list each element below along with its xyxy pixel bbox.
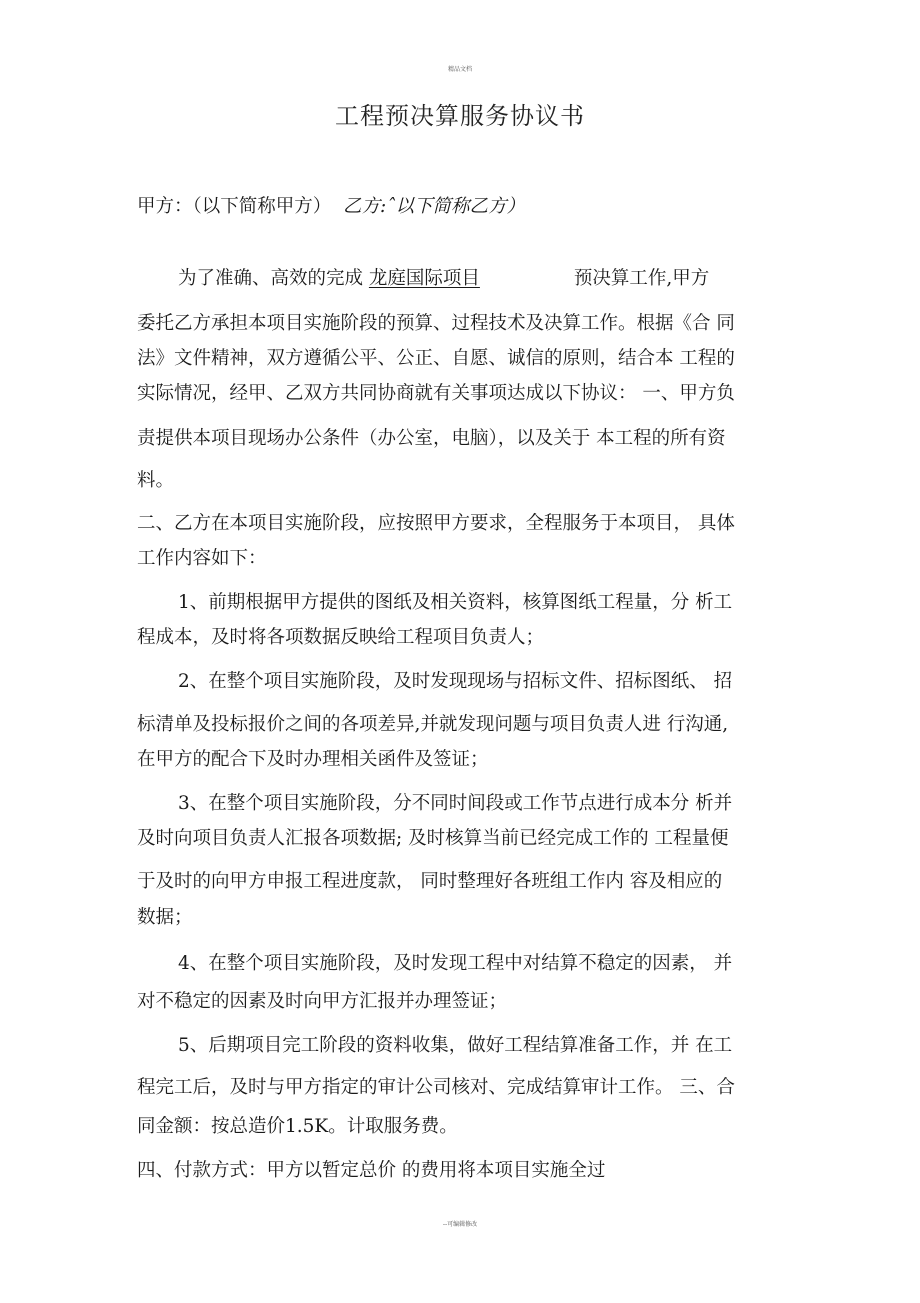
section4-line: 四、付款方式：甲方以暂定总价 的费用将本项目实施全过	[137, 1160, 606, 1181]
project-name: 龙庭国际项目	[368, 268, 480, 289]
intro-after: 预决算工作,甲方	[573, 268, 710, 289]
section2-line: 二、乙方在本项目实施阶段，应按照甲方要求，全程服务于本项目， 具体	[137, 513, 735, 534]
item-2-line: 2、在整个项目实施阶段，及时发现现场与招标文件、招标图纸、 招	[178, 671, 733, 692]
item-1-line: 程成本，及时将各项数据反映给工程项目负责人；	[137, 627, 545, 648]
document-title: 工程预决算服务协议书	[335, 102, 585, 130]
item-3-line: 及时向项目负责人汇报各项数据; 及时核算当前已经完成工作的 工程量便	[137, 828, 729, 849]
item-3-line: 3、在整个项目实施阶段，分不同时间段或工作节点进行成本分 析并	[178, 793, 733, 814]
party-a-text: 甲方：（以下简称甲方）	[137, 196, 332, 217]
paragraph-line: 实际情况，经甲、乙双方共同协商就有关事项达成以下协议： 一、甲方负	[137, 383, 735, 404]
parties-line	[137, 194, 525, 220]
item-3-line: 于及时的向甲方申报工程进度款， 同时整理好各班组工作内 容及相应的	[137, 871, 723, 892]
intro-first-line	[178, 266, 709, 292]
page-footer-note: --可编辑修改	[442, 1221, 478, 1228]
section2-line: 工作内容如下：	[137, 548, 267, 569]
paragraph-line: 委托乙方承担本项目实施阶段的预算、过程技术及决算工作。根据《合 同	[137, 313, 735, 334]
paragraph-line: 料。	[137, 470, 175, 491]
item-2-line: 标清单及投标报价之间的各项差异,并就发现问题与项目负责人进 行沟通,	[137, 714, 729, 735]
paragraph-line: 责提供本项目现场办公条件（办公室，电脑），以及关于 本工程的所有资	[137, 428, 726, 449]
intro-lead: 为了准确、高效的完成	[178, 268, 364, 289]
party-b-text: 乙方:ˆ以下简称乙方）	[343, 196, 526, 217]
item-1-line: 1、前期根据甲方提供的图纸及相关资料，核算图纸工程量，分 析工	[178, 592, 733, 613]
item-4-line: 对不稳定的因素及时向甲方汇报并办理签证；	[137, 991, 508, 1012]
paragraph-line: 法》文件精神，双方遵循公平、公正、自愿、诚信的原则，结合本 工程的	[137, 348, 735, 369]
item-2-line: 在甲方的配合下及时办理相关函件及签证；	[137, 749, 489, 770]
item-5-line: 同金额：按总造价1.5K。计取服务费。	[137, 1116, 458, 1137]
item-5-line: 程完工后，及时与甲方指定的审计公司核对、完成结算审计工作。 三、合	[137, 1077, 735, 1098]
item-5-line: 5、后期项目完工阶段的资料收集，做好工程结算准备工作，并 在工	[178, 1035, 733, 1056]
item-3-line: 数据；	[137, 907, 193, 928]
item-4-line: 4、在整个项目实施阶段，及时发现工程中对结算不稳定的因素， 并	[178, 953, 733, 974]
page-header-note: 精品文档	[447, 66, 472, 73]
